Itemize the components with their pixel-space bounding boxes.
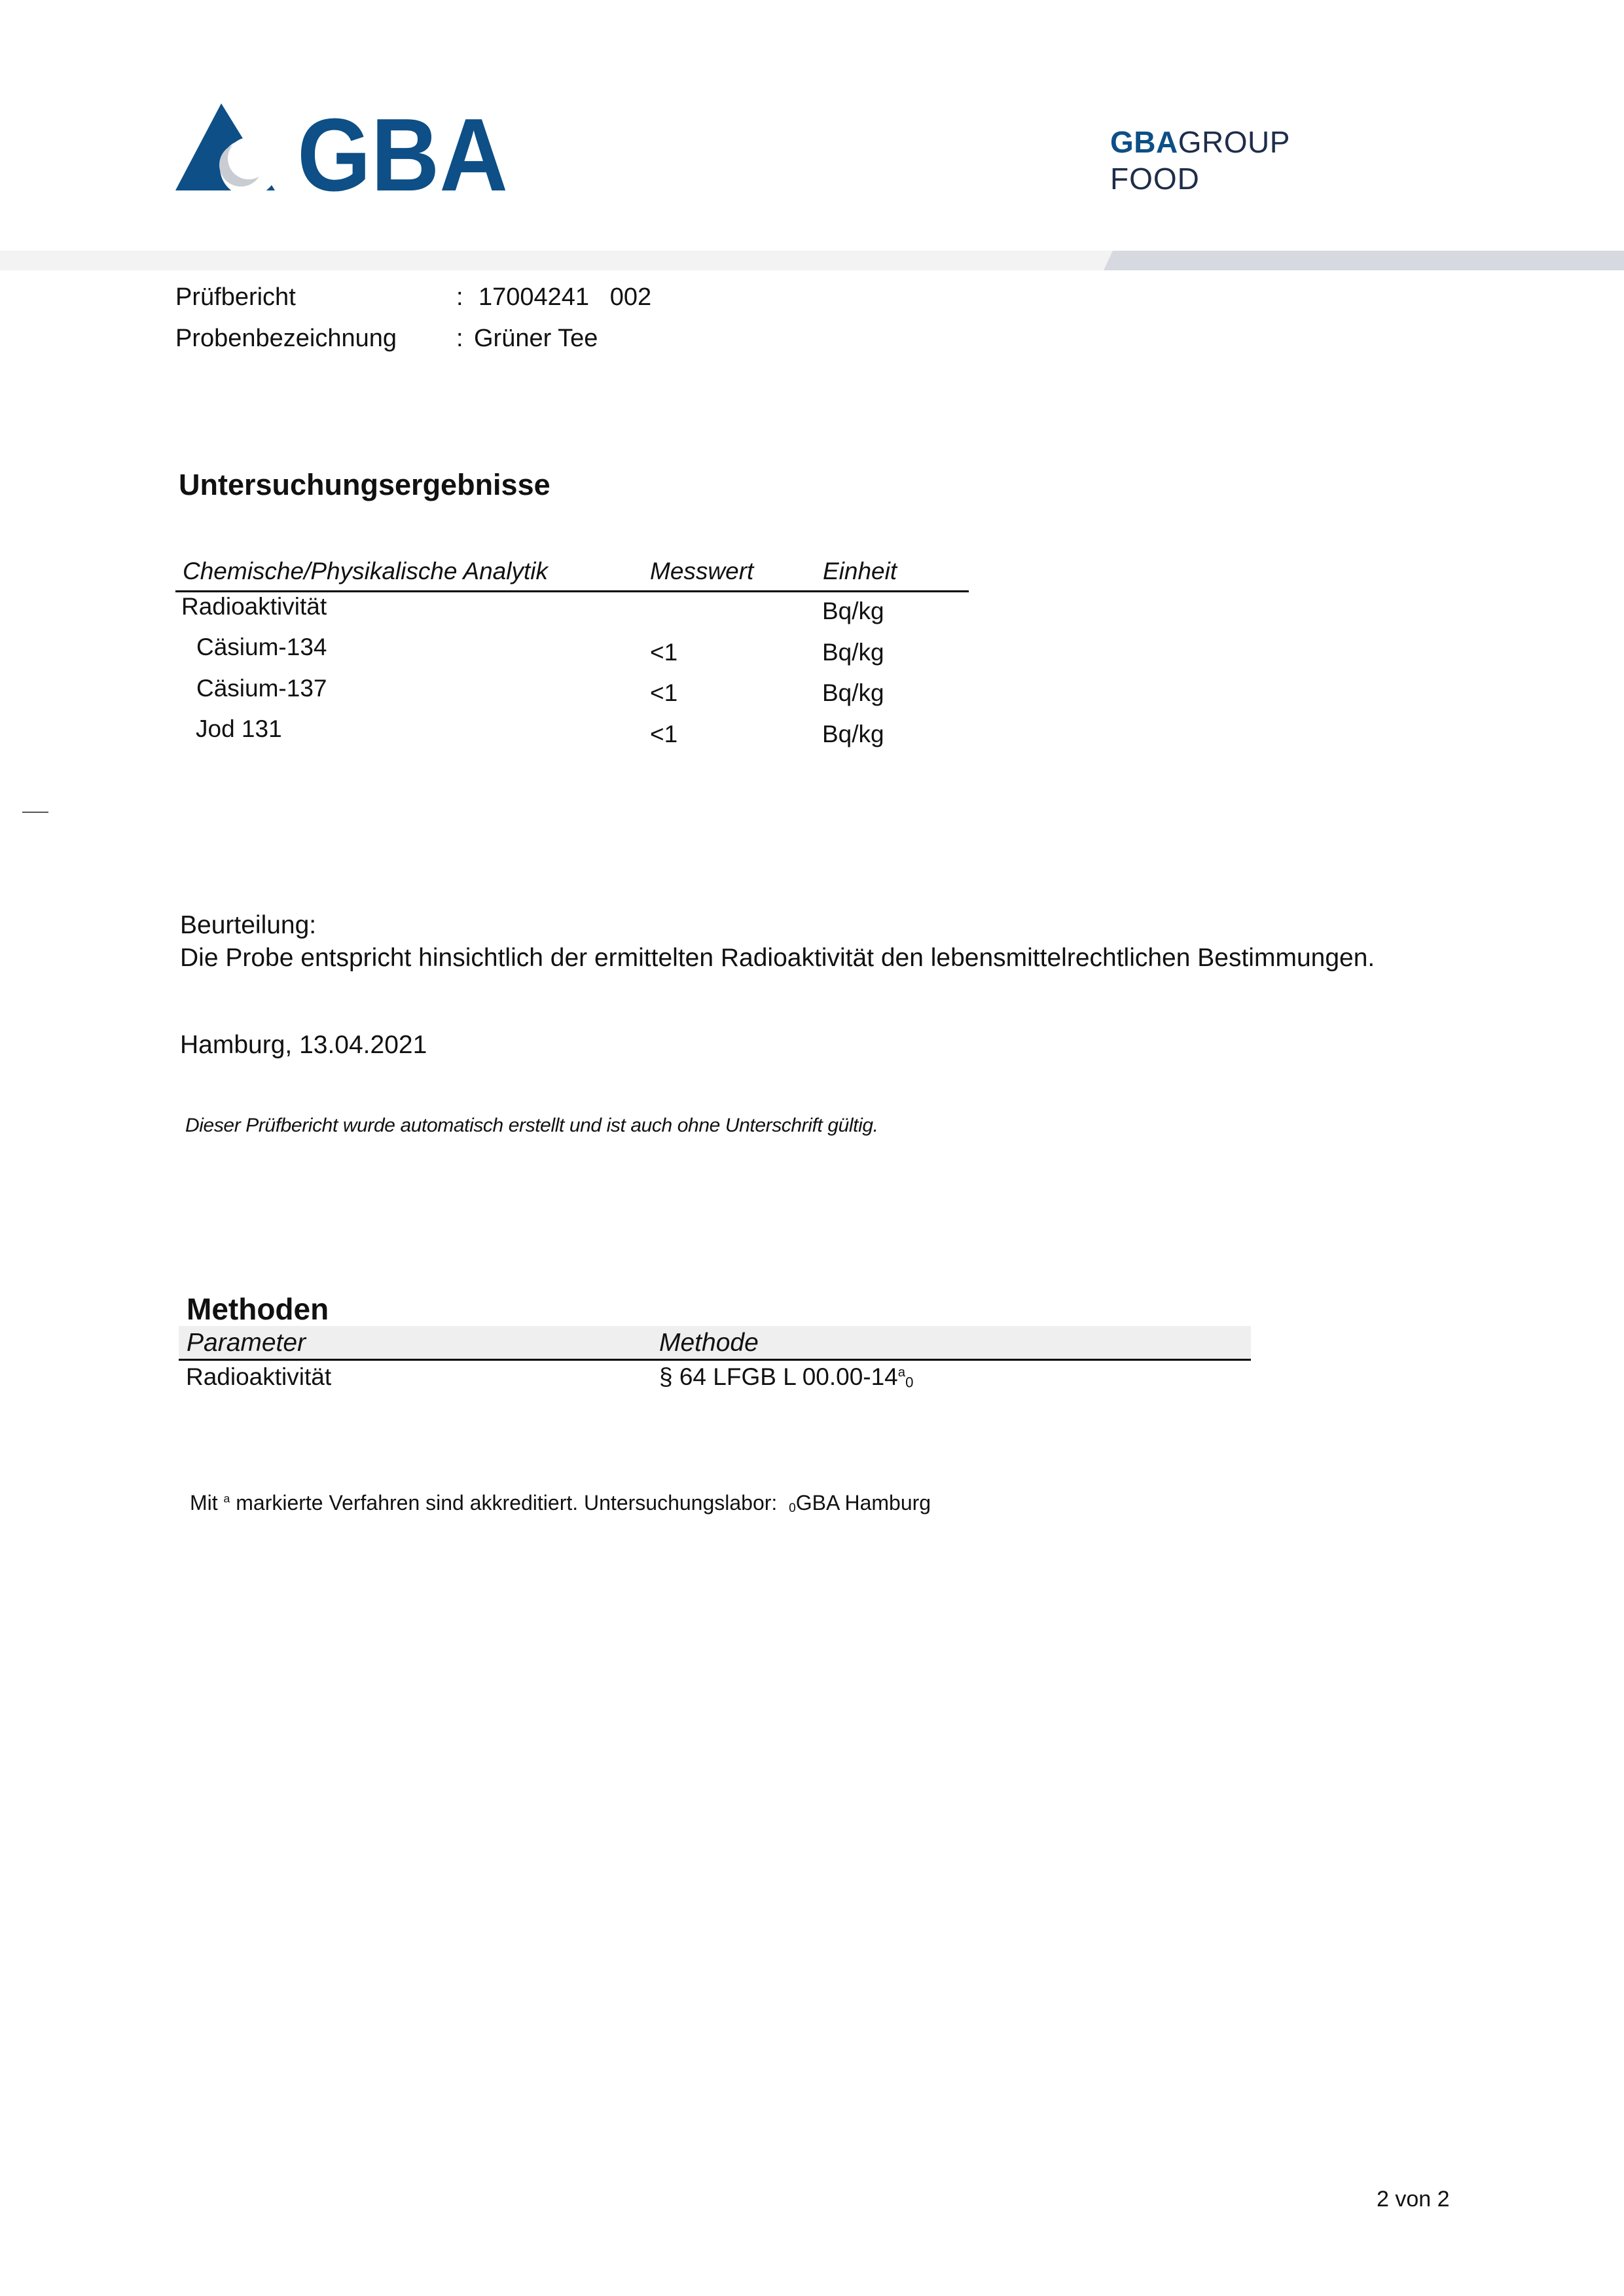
accreditation-marker: a bbox=[897, 1365, 906, 1380]
logo-wordmark: GBA bbox=[297, 103, 508, 195]
report-number-value: 17004241 002 bbox=[478, 283, 652, 311]
footnote-lab: GBA Hamburg bbox=[795, 1491, 931, 1515]
results-row-einheit: Bq/kg bbox=[822, 679, 884, 706]
results-header-messwert: Messwert bbox=[650, 558, 754, 584]
results-row-messwert: <1 bbox=[650, 639, 678, 666]
results-header-einheit: Einheit bbox=[823, 558, 897, 584]
results-header-rule bbox=[175, 590, 969, 592]
results-section-title: Untersuchungsergebnisse bbox=[179, 468, 550, 501]
lab-index: 0 bbox=[905, 1374, 914, 1391]
results-row-messwert: <1 bbox=[650, 679, 678, 706]
footnote-prefix: Mit bbox=[190, 1491, 218, 1515]
group-brand-suffix: GROUP bbox=[1178, 125, 1290, 159]
header-band bbox=[0, 251, 1624, 270]
margin-fold-mark bbox=[22, 812, 48, 813]
footnote-marker: a bbox=[223, 1492, 230, 1505]
results-row-parameter: Radioaktivität bbox=[181, 593, 327, 620]
footnote-middle: markierte Verfahren sind akkreditiert. Untersuchungslabor: bbox=[236, 1491, 778, 1515]
accreditation-footnote bbox=[190, 1491, 931, 1516]
group-brand-gba: GBA bbox=[1110, 125, 1178, 159]
place-date: Hamburg, 13.04.2021 bbox=[180, 1031, 427, 1059]
assessment-label: Beurteilung: bbox=[180, 911, 317, 939]
sample-name-colon: : bbox=[456, 325, 463, 352]
footnote-lab-index: 0 bbox=[789, 1501, 796, 1515]
methods-section-title: Methoden bbox=[187, 1292, 329, 1326]
logo-crescent-inner bbox=[228, 137, 270, 179]
results-row-einheit: Bq/kg bbox=[822, 639, 884, 666]
group-division-label: FOOD bbox=[1110, 162, 1200, 196]
methods-header-methode: Methode bbox=[659, 1329, 759, 1357]
report-number-label: Prüfbericht bbox=[175, 283, 296, 311]
methods-row-methode bbox=[659, 1363, 913, 1391]
methods-row-parameter: Radioaktivität bbox=[186, 1363, 332, 1390]
report-number-colon: : bbox=[456, 283, 463, 311]
results-row-messwert: <1 bbox=[650, 721, 678, 747]
results-row-parameter: Cäsium-134 bbox=[196, 634, 327, 660]
results-row-einheit: Bq/kg bbox=[822, 721, 884, 747]
group-brand-label bbox=[1110, 124, 1290, 160]
results-row-einheit: Bq/kg bbox=[822, 598, 884, 624]
results-header-analytik: Chemische/Physikalische Analytik bbox=[183, 558, 548, 584]
methods-header-parameter: Parameter bbox=[187, 1329, 306, 1357]
sample-name-label: Probenbezeichnung bbox=[175, 325, 397, 352]
results-row-parameter: Jod 131 bbox=[196, 715, 282, 742]
automatic-report-note: Dieser Prüfbericht wurde automatisch erstellt und ist auch ohne Unterschrift gültig. bbox=[185, 1115, 878, 1136]
page-number: 2 von 2 bbox=[1377, 2187, 1450, 2212]
sample-name-value: Grüner Tee bbox=[474, 325, 598, 352]
methods-row-methode-text: § 64 LFGB L 00.00-14 bbox=[659, 1363, 898, 1390]
assessment-text: Die Probe entspricht hinsichtlich der ermittelten Radioaktivität den lebensmittelrechtlichen Bestimmungen. bbox=[180, 944, 1375, 972]
gba-logo bbox=[175, 103, 516, 195]
methods-header-rule bbox=[179, 1359, 1251, 1361]
results-row-parameter: Cäsium-137 bbox=[196, 675, 327, 702]
